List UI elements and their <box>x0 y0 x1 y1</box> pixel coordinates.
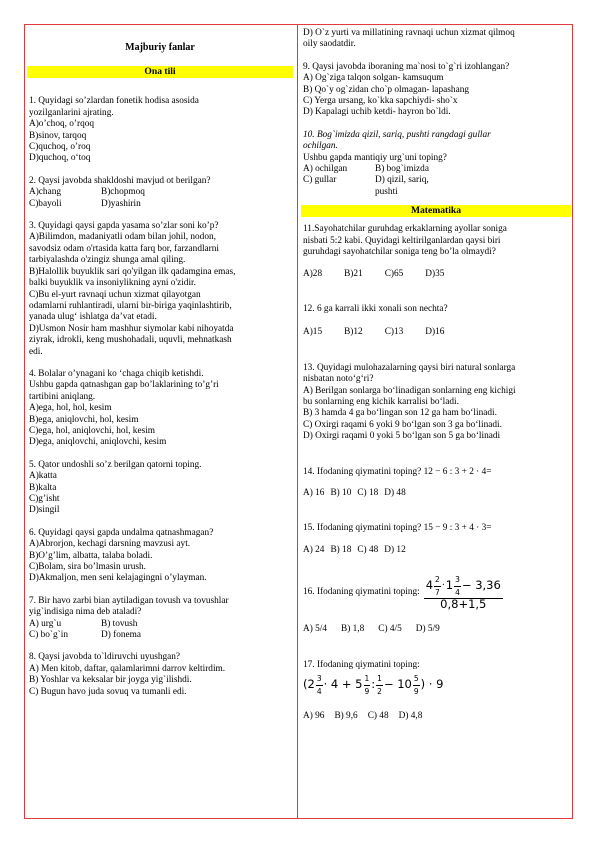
math-term: 3 <box>316 673 323 685</box>
question-text: 2. Qaysi javobda shakldoshi mavjud ot berilgan? <box>29 175 211 186</box>
math-term: 2 <box>434 574 441 586</box>
page-title: Majburiy fanlar <box>125 42 195 53</box>
question-text: 3. Quyidagi qaysi gapda yasama so’zlar soni ko’p? <box>29 221 219 232</box>
option-b: B)chopmoq <box>101 187 145 198</box>
option-d: D)35 <box>425 268 445 279</box>
option-c: C)g’isht <box>29 494 60 504</box>
option-c: C) Bugun havo juda sovuq va tumanli edi. <box>29 686 187 697</box>
question-4 <box>29 369 291 449</box>
option-b: balki buyuklik va insoniylikning ayni o'zidir. <box>29 278 196 289</box>
option-a: A)28 <box>303 268 323 279</box>
option-b: B) 1,8 <box>341 624 365 635</box>
option-c: C) 48 <box>357 544 379 555</box>
question-text: ochilgan. <box>303 141 338 152</box>
question-1 <box>29 96 291 164</box>
math-term: 0,8+1,5 <box>440 597 487 611</box>
option-b: B) 18 <box>330 544 352 555</box>
option-b: B) 9,6 <box>334 711 358 722</box>
question-5 <box>29 460 291 517</box>
option-c: C)65 <box>384 268 404 279</box>
math-term: 2 <box>377 686 382 696</box>
option-a: A) Men kitob, daftar, qalamlarimni darrov keltirdim. <box>29 663 226 674</box>
option-c: C)quchoq, o’roq <box>29 142 91 153</box>
question-14 <box>303 467 569 500</box>
option-d: D)Usmon Nosir ham mashhur siymolar kabi nihoyatda <box>29 323 234 334</box>
option-d: D) Oxirgi raqami 0 yoki 5 bo‘lgan son 5 ga bo‘linadi <box>303 431 501 442</box>
option-d: D) qizil, sariq, pushti <box>375 175 429 197</box>
question-13 <box>303 363 569 443</box>
option-d: D) 48 <box>384 487 406 498</box>
question-3 <box>29 221 291 358</box>
question-2 <box>29 176 291 210</box>
option-d: D) Kapalagi uchib ketdi- hayron bo`ldi. <box>303 107 451 118</box>
option-d: D)singil <box>29 505 60 516</box>
math-term: 3 <box>454 574 461 586</box>
section-ona-tili: Ona tili <box>27 66 293 78</box>
option-c: yanada ulug‘ ishlatga da’vat etadi. <box>29 312 157 323</box>
option-c: C) Oxirgi raqami 6 yoki 9 bo‘lgan son 3 ga bo‘linadi. <box>303 419 502 430</box>
option-a: A)15 <box>303 327 323 338</box>
question-text: 17. Ifodaning qiymatini toping: <box>303 659 420 670</box>
question-text: 7. Bir havo zarbi bian aytiladigan tovush va tovushlar <box>29 595 229 606</box>
question-text: 16. Ifodaning qiymatini toping: <box>303 586 420 597</box>
question-text: 12. 6 ga karrali ikki xonali son nechta? <box>303 303 448 314</box>
option-b: B) Yoshlar va keksalar bir joyga yig`ilishdi. <box>29 675 192 686</box>
math-term: 7 <box>435 587 440 597</box>
option-b: B) 3 hamda 4 ga bo‘lingan son 12 ga ham bo‘linadi. <box>303 408 497 419</box>
question-15 <box>303 523 569 556</box>
question-11 <box>303 224 569 280</box>
math-term: 4 <box>455 587 460 597</box>
question-text: 9. Qaysi javobda iboraning ma`nosi to`g`ri izohlangan? <box>303 61 510 72</box>
option-a: A)Abrorjon, kechagi darsning mavzusi ayt. <box>29 539 191 550</box>
option-a: bu sonlarning eng kichik karralisi bo‘ladi. <box>303 396 459 407</box>
option-b: B) 10 <box>330 487 352 498</box>
option-a: A) urg`u <box>29 618 62 629</box>
option-c: C) gullar <box>303 175 337 186</box>
math-term: (2 <box>303 677 315 692</box>
option-c: C) 4/5 <box>378 624 402 635</box>
option-c: C)Bolam, sira bo’lmasin urush. <box>29 562 146 573</box>
option-c: C)Bu el-yurt ravnaqi uchun xizmat qilayotgan <box>29 289 201 300</box>
math-term: ) · 9 <box>420 677 444 692</box>
question-text: 10. Bog`imizda qizil, sariq, pushti rangdagi gullar <box>303 129 491 140</box>
option-d: D) 4,8 <box>398 711 423 722</box>
question-text: 6. Quyidagi qaysi gapda undalma qatnashmagan? <box>29 527 214 538</box>
option-b: B)ega, aniqlovchi, hol, kesim <box>29 414 139 425</box>
math-term: : <box>371 677 376 692</box>
option-a: A)katta <box>29 471 57 482</box>
question-12 <box>303 304 569 339</box>
option-c: C)ega, hol, aniqlovchi, hol, kesim <box>29 425 156 436</box>
question-text: 4. Bolalar o’ynagani ko ‘chaga chiqib ketishdi. <box>29 368 204 379</box>
option-d: ziyrak, idrokli, keng mushohadali, uquvli, mehnatkash <box>29 335 232 346</box>
option-d: oily saodatdir. <box>303 39 356 50</box>
option-b: B)21 <box>344 268 363 279</box>
option-d: D)quchoq, o‘toq <box>29 153 91 164</box>
math-term: − 3,36 <box>461 578 501 593</box>
question-text: Ushbu gapda mantiqiy urg`uni toping? <box>303 152 447 163</box>
option-a: A)ega, hol, hol, kesim <box>29 403 112 414</box>
option-b: B)Halollik buyuklik sari qo'yilgan ilk qadamgina emas, <box>29 266 236 277</box>
option-c: C)bayoli <box>29 198 62 209</box>
option-b: B)kalta <box>29 482 57 493</box>
question-text: tartibini aniqlang. <box>29 391 96 402</box>
question-text: 13. Quyidagi mulohazalarning qaysi biri natural sonlarga <box>303 362 516 373</box>
question-text: 14. Ifodaning qiymatini toping? 12 − 6 : 3 + 2 · 4= <box>303 466 492 477</box>
option-a: A) 5/4 <box>303 624 328 635</box>
option-d: D)yashirin <box>101 198 141 209</box>
option-d: D) 5/9 <box>415 624 440 635</box>
math-term: 5 <box>413 673 420 685</box>
question-8-continued <box>303 28 569 51</box>
math-term: · <box>441 580 445 592</box>
option-a: tarbiyalashda o'zingiz shunga amal qiling. <box>29 255 186 266</box>
option-c: odamlarni ruhlantiradi, ularni bir-biriga yaqinlashtirib, <box>29 300 232 311</box>
question-text: nisbatan noto‘g‘ri? <box>303 374 374 385</box>
question-text: guruhdagi sayohatchilar soniga teng bo’la olmaydi? <box>303 247 496 258</box>
question-8 <box>29 652 291 698</box>
question-text: 15. Ifodaning qiymatini toping? 15 − 9 : 3 + 4 · 3= <box>303 523 492 534</box>
option-b: B)O’g’lim, albatta, talaba boladi. <box>29 550 153 561</box>
option-c: C) 18 <box>357 487 379 498</box>
option-b: B) tovush <box>101 618 138 629</box>
option-a: A)o’choq, o’rqoq <box>29 119 95 130</box>
math-term: 1 <box>364 673 371 685</box>
option-d: D)16 <box>425 327 445 338</box>
option-a: savodsiz odam o'rtasida katta farq bor, farzandlarni <box>29 243 220 254</box>
option-b: B)sinov, tarqoq <box>29 130 87 141</box>
math-term: 1 <box>376 673 383 685</box>
question-text: yozilganlarini ajrating. <box>29 107 114 118</box>
option-a: A) ochilgan <box>303 164 348 175</box>
math-expression <box>303 673 569 697</box>
question-6 <box>29 528 291 585</box>
option-c: C)13 <box>384 327 404 338</box>
option-d: D)Akmaljon, men seni kelajagingni o’ylayman. <box>29 573 207 584</box>
option-d: D)ega, aniqlovchi, aniqlovchi, kesim <box>29 437 167 448</box>
question-text: yig`indisiga nima deb ataladi? <box>29 607 142 618</box>
math-term: 1 <box>445 578 454 593</box>
option-b: B)12 <box>344 327 363 338</box>
option-a: A)Bilimdon, madaniyatli odam bilan johil, nodon, <box>29 232 216 243</box>
question-text: Ushbu gapda qatnashgan gap bo’laklarining to’g’ri <box>29 380 219 391</box>
column-divider <box>297 24 298 819</box>
option-d: D) 12 <box>384 544 406 555</box>
question-text: nisbati 5:2 kabi. Quyidagi keltirilganlardan qaysi biri <box>303 235 501 246</box>
math-term: 4 <box>425 578 434 593</box>
option-c: C) 48 <box>367 711 389 722</box>
question-17 <box>303 660 569 723</box>
question-text: 5. Qator undoshli so’z berilgan qatorni toping. <box>29 459 202 470</box>
option-a: A) 96 <box>303 711 325 722</box>
option-a: A) 24 <box>303 544 325 555</box>
right-column <box>303 28 569 722</box>
option-a: A)chang <box>29 187 62 198</box>
option-a: A) Berilgan sonlarga bo‘linadigan sonlarning eng kichigi <box>303 385 516 396</box>
option-b: B) bog`imizda <box>375 164 429 175</box>
question-10 <box>303 130 569 198</box>
option-d: edi. <box>29 346 43 357</box>
option-c: C) Yerga ursang, ko`kka sapchiydi- sho`x <box>303 96 458 107</box>
math-term: 9 <box>413 686 419 696</box>
question-7 <box>29 596 291 642</box>
math-term: 9 <box>364 686 370 696</box>
left-column <box>29 32 291 698</box>
question-16 <box>303 574 569 636</box>
math-term: − 10 <box>383 677 412 692</box>
question-text: 11.Sayohatchilar guruhdag erkaklarning ayollar soniga <box>303 224 507 235</box>
option-d: D) O`z yurti va millatining ravnaqi uchun xizmat qilmoq <box>303 28 515 38</box>
math-term: 4 <box>316 686 322 696</box>
question-text: 8. Qaysi javobda to`ldiruvchi uyushgan? <box>29 652 181 663</box>
section-matematika: Matematika <box>301 205 571 217</box>
option-a: A) 16 <box>303 487 325 498</box>
option-a: A) Og`ziga talqon solgan- kamsuqum <box>303 73 444 84</box>
option-c: C) bo`g`in <box>29 630 68 641</box>
question-9 <box>303 62 569 119</box>
option-b: B) Qo`y og`zidan cho`p olmagan- lapashang <box>303 84 470 95</box>
math-term: · 4 + 5 <box>323 677 363 692</box>
option-d: D) fonema <box>101 630 142 641</box>
math-expression <box>424 574 503 610</box>
question-text: 1. Quyidagi so’zlardan fonetik hodisa asosida <box>29 96 199 107</box>
